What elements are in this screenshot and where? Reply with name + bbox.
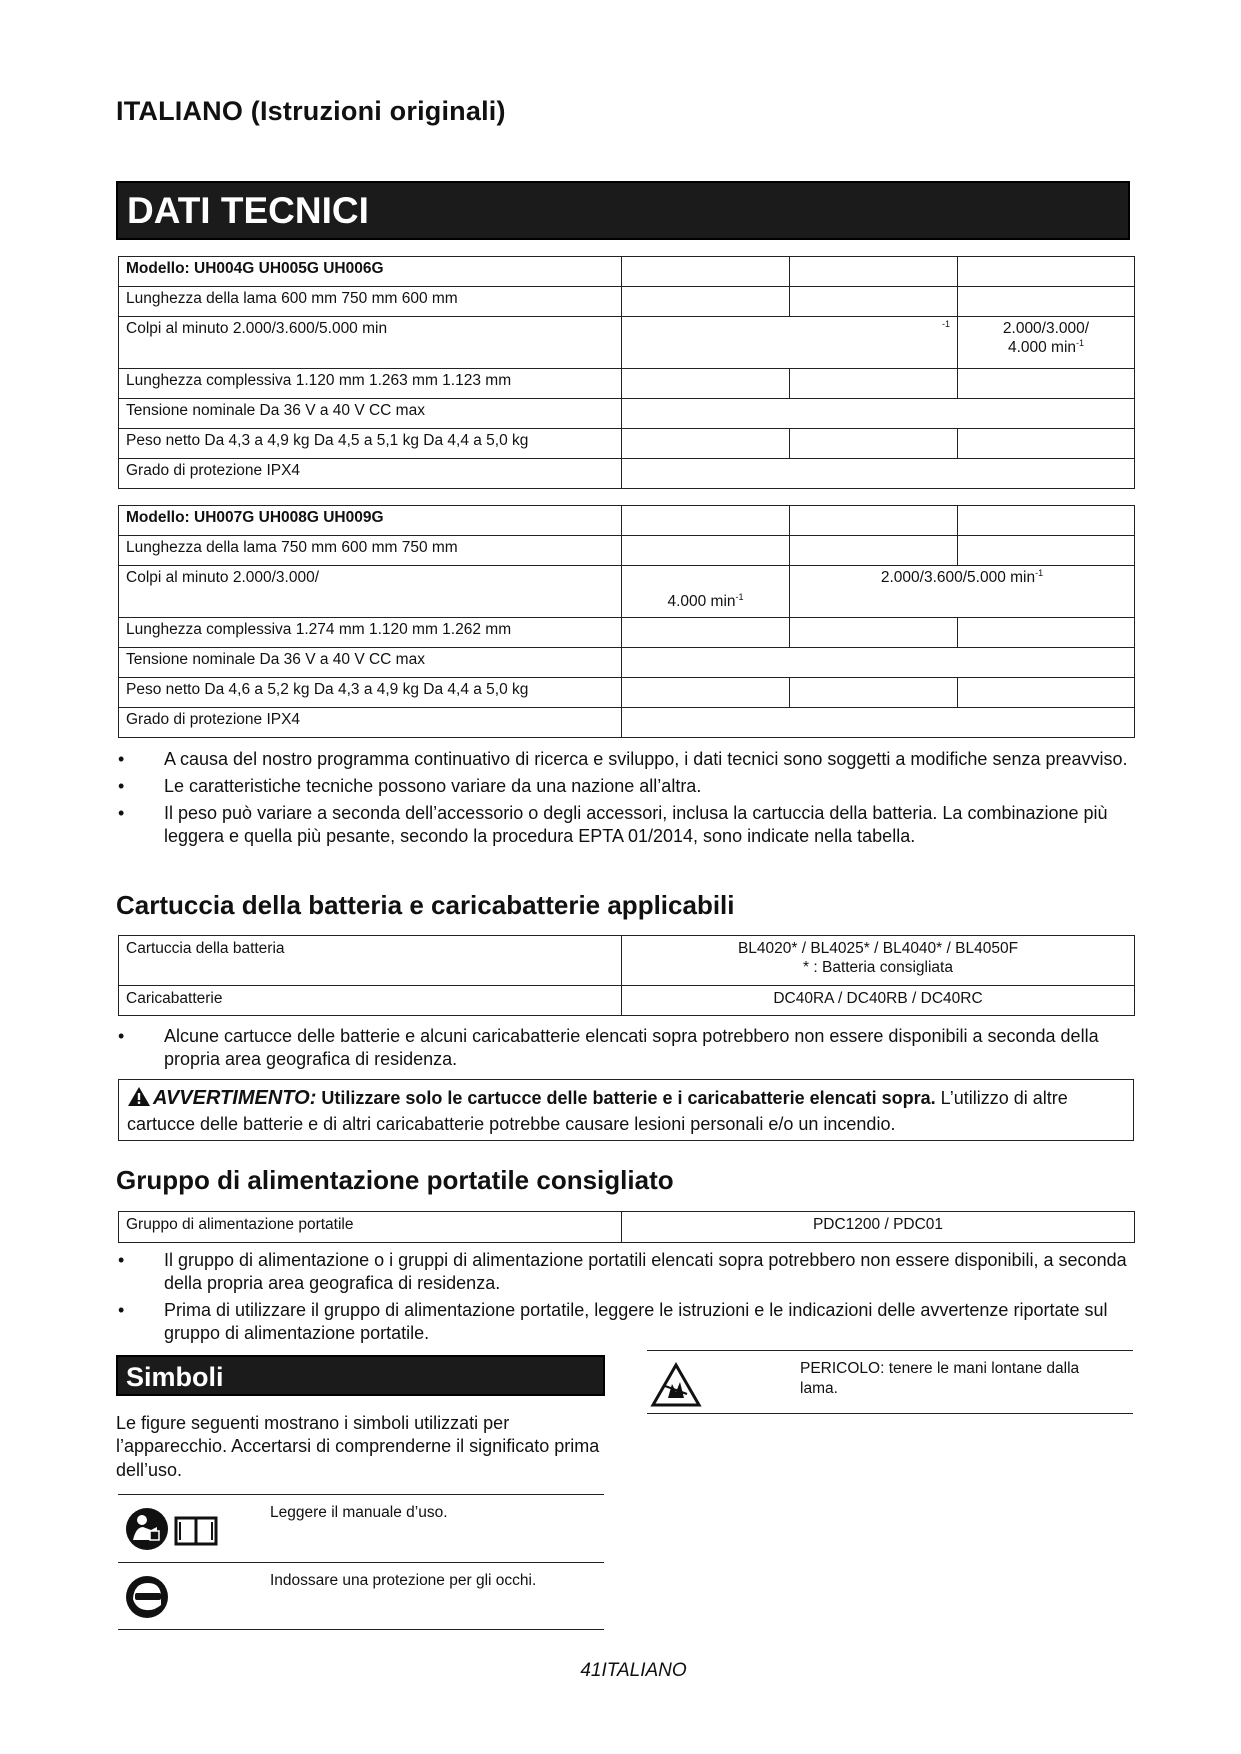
table-row — [119, 648, 1135, 678]
heading-power-supply: Gruppo di alimentazione portatile consigliato — [116, 1165, 674, 1195]
table-row — [119, 678, 1135, 708]
spec-overall-length: Lunghezza complessiva 1.274 mm 1.120 mm 1.262 mm — [119, 618, 622, 648]
spec-overall-length: Lunghezza complessiva 1.120 mm 1.263 mm 1.123 mm — [119, 369, 622, 399]
table-row — [119, 986, 1135, 1016]
battery-value: BL4020* / BL4025* / BL4040* / BL4050F * : Batteria consigliata — [622, 936, 1135, 986]
spec-table-uh007g — [118, 505, 1135, 738]
power-supply-notes-list — [118, 1249, 1138, 1348]
spec-weight: Peso netto Da 4,3 a 4,9 kg Da 4,5 a 5,1 kg Da 4,4 a 5,0 kg — [119, 429, 622, 459]
spec-notes-list — [118, 748, 1138, 851]
spec-voltage: Tensione nominale Da 36 V a 40 V CC max — [119, 648, 622, 678]
spec-strokes: Colpi al minuto 2.000/3.000/ — [119, 566, 622, 618]
battery-table — [118, 935, 1135, 1016]
eye-protection-icon — [124, 1573, 172, 1626]
section-title-simboli: Simboli — [116, 1355, 605, 1396]
spec-blade-length: Lunghezza della lama 600 mm 750 mm 600 mm — [119, 287, 622, 317]
spec-model: Modello: UH007G UH008G UH009G — [119, 506, 622, 536]
hand-blade-danger-icon — [650, 1362, 702, 1413]
power-supply-label: Gruppo di alimentazione portatile — [119, 1212, 622, 1243]
table-row — [119, 708, 1135, 738]
list-item: • Prima di utilizzare il gruppo di alimentazione portatile, leggere le istruzioni e le indicazioni delle avvertenze riportate sul gruppo di alimentazione portatile. — [118, 1299, 1138, 1345]
spec-weight: Peso netto Da 4,6 a 5,2 kg Da 4,3 a 4,9 kg Da 4,4 a 5,0 kg — [119, 678, 622, 708]
table-row — [119, 257, 1135, 287]
table-row — [119, 618, 1135, 648]
read-manual-icon — [124, 1505, 224, 1558]
spec-strokes-value-b: 2.000/3.600/5.000 $\min^{-1}$ — [790, 566, 1135, 618]
table-row — [119, 429, 1135, 459]
symbols-intro: Le figure seguenti mostrano i simboli utilizzati per l’apparecchio. Accertarsi di comprenderne il significato prima dell’uso. — [116, 1413, 600, 1480]
table-row — [119, 536, 1135, 566]
symbol-row — [118, 1494, 604, 1562]
power-supply-table — [118, 1211, 1135, 1243]
page-number: 41ITALIANO — [580, 1660, 687, 1681]
spec-strokes: Colpi al minuto 2.000/3.600/5.000 min — [119, 317, 622, 369]
warning-triangle-icon — [127, 1086, 151, 1113]
table-row — [119, 506, 1135, 536]
danger-text: PERICOLO: tenere le mani lontane dalla lama. — [800, 1360, 1080, 1398]
table-row — [119, 369, 1135, 399]
spec-strokes-value-a: 4.000 $\min^{-1}$ — [622, 566, 790, 618]
battery-notes-list — [118, 1025, 1138, 1075]
list-item: • A causa del nostro programma continuativo di ricerca e sviluppo, i dati tecnici sono soggetti a modifiche senza preavviso. — [118, 748, 1138, 771]
charger-label: Caricabatterie — [119, 986, 622, 1016]
spec-protection: Grado di protezione IPX4 — [119, 708, 622, 738]
warning-box — [118, 1079, 1134, 1141]
spec-voltage: Tensione nominale Da 36 V a 40 V CC max — [119, 399, 622, 429]
spec-protection: Grado di protezione IPX4 — [119, 459, 622, 489]
battery-label: Cartuccia della batteria — [119, 936, 622, 986]
symbol-row — [118, 1562, 604, 1630]
table-row — [119, 566, 1135, 618]
list-item: • Alcune cartucce delle batterie e alcuni caricabatterie elencati sopra potrebbero non essere disponibili a seconda della propria area geografica di residenza. — [118, 1025, 1138, 1071]
symbol-text: Leggere il manuale d’uso. — [270, 1504, 448, 1521]
symbol-text: Indossare una protezione per gli occhi. — [270, 1572, 537, 1589]
table-row — [119, 399, 1135, 429]
warning-label: AVVERTIMENTO: — [153, 1087, 317, 1109]
table-row — [119, 1212, 1135, 1243]
warning-bold-text: Utilizzare solo le cartucce delle batterie e i caricabatterie elencati sopra. — [321, 1088, 936, 1108]
power-supply-value: PDC1200 / PDC01 — [622, 1212, 1135, 1243]
table-row — [119, 459, 1135, 489]
spec-table-uh004g — [118, 256, 1135, 489]
list-item: • Il peso può variare a seconda dell’accessorio o degli accessori, inclusa la cartuccia della batteria. La combinazione più leggera e quella più pesante, secondo la procedura EPTA 01/2014, sono indicate nella tabella. — [118, 802, 1138, 848]
spec-strokes-unit: -1 — [622, 317, 958, 369]
page-language-title: ITALIANO (Istruzioni originali) — [116, 96, 506, 126]
spec-blade-length: Lunghezza della lama 750 mm 600 mm 750 mm — [119, 536, 622, 566]
spec-model: Modello: UH004G UH005G UH006G — [119, 257, 622, 287]
heading-battery-chargers: Cartuccia della batteria e caricabatterie applicabili — [116, 890, 735, 920]
warning-text: L’utilizzo di altre cartucce delle batterie e di altri caricabatterie potrebbe causare lesioni personali e/o un incendio. — [127, 1088, 1068, 1134]
table-row — [119, 936, 1135, 986]
section-title-dati-tecnici: DATI TECNICI — [116, 181, 1130, 240]
list-item: • Le caratteristiche tecniche possono variare da una nazione all’altra. — [118, 775, 1138, 798]
list-item: • Il gruppo di alimentazione o i gruppi di alimentazione portatili elencati sopra potrebbero non essere disponibili, a seconda della propria area geografica di residenza. — [118, 1249, 1138, 1295]
table-row — [119, 317, 1135, 369]
table-row — [119, 287, 1135, 317]
charger-value: DC40RA / DC40RB / DC40RC — [622, 986, 1135, 1016]
danger-symbol-row — [647, 1350, 1133, 1414]
spec-strokes-value: 2.000/3.000/ 4.000 $\min^{-1}$ — [958, 317, 1135, 369]
